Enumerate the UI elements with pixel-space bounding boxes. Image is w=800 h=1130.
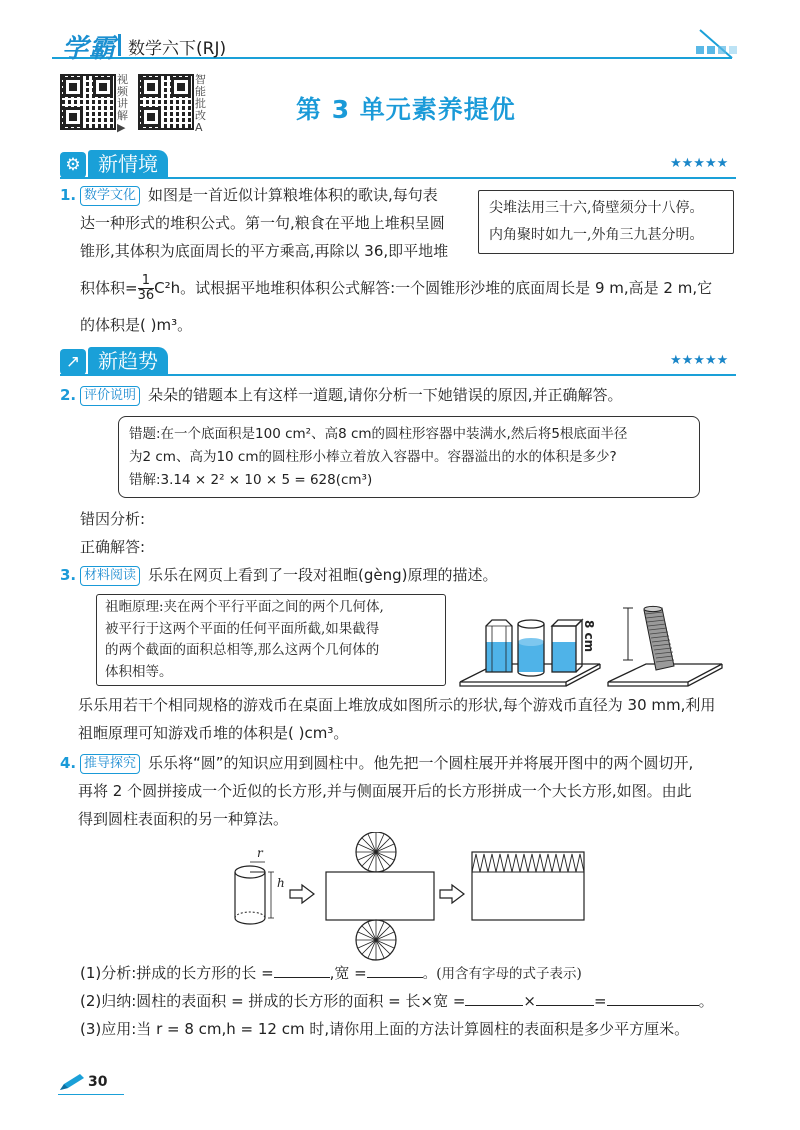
poem-line: 内角聚时如九一,外角三九甚分明。: [489, 227, 704, 243]
formula-suffix: C²h。试根据平地堆积体积公式解答:一个圆锥形沙堆的底面周长是 9 m,高是 2 m,它: [154, 279, 713, 297]
height-label: 8 cm: [582, 620, 596, 653]
page-number: 30: [88, 1074, 108, 1090]
box-line: 为2 cm、高为10 cm的圆柱形小棒立着放入容器中。容器溢出的水的体积是多少?: [129, 449, 617, 465]
answer-blank[interactable]: [536, 991, 594, 1006]
analysis-label: 错因分析:: [80, 510, 146, 528]
gear-icon: ⚙: [60, 152, 86, 178]
question-tag: 数学文化: [80, 186, 140, 206]
answer-blank[interactable]: [465, 991, 523, 1006]
box-line: 错解:3.14 × 2² × 10 × 5 = 628(cm³): [129, 472, 373, 488]
coin-stack: [644, 606, 674, 670]
cylinder-unfold-figure: [228, 832, 598, 962]
wrong-problem-box: [118, 416, 700, 498]
question-answer-line: 的体积是( )m³。: [80, 316, 193, 334]
box-line: 被平行于这两个平面的任何平面所截,如果截得: [105, 620, 380, 637]
play-icon: ▶: [117, 121, 126, 134]
cylinder-drawing: [235, 862, 274, 924]
question-text: 锥形,其体积为底面周长的平方乘高,再除以 36,即平地堆: [80, 242, 449, 260]
book-title: 数学六下(RJ): [128, 39, 227, 59]
a-icon: A: [195, 121, 203, 134]
qr-label-video: 视频讲解 ▶: [117, 73, 128, 134]
question-text: 得到圆柱表面积的另一种算法。: [78, 810, 289, 828]
formula-prefix: 积体积=: [80, 279, 138, 297]
header-square: [729, 46, 737, 54]
cylinder-container: [518, 620, 544, 676]
arrow-trend-icon: ↗: [60, 349, 86, 375]
header-square: [707, 46, 715, 54]
poem-box: [478, 190, 734, 254]
question-tag: 推导探究: [80, 754, 140, 774]
section-title: 新情境: [88, 150, 168, 178]
box-line: 祖暅原理:夹在两个平行平面之间的两个几何体,: [105, 599, 384, 615]
bottom-circle: [356, 920, 396, 960]
answer-blank[interactable]: [607, 991, 699, 1006]
top-circle: [356, 832, 396, 872]
principle-box: [96, 594, 446, 686]
difficulty-stars: ★★★★★: [670, 156, 729, 171]
question-text: 如图是一首近似计算粮堆体积的歌诀,每句表: [148, 186, 438, 204]
unit-title: 第 3 单元素养提优: [296, 95, 516, 124]
correct-label: 正确解答:: [80, 538, 146, 556]
question-tag: 评价说明: [80, 386, 140, 406]
footer-rule: [58, 1094, 124, 1095]
answer-blank[interactable]: [274, 963, 330, 978]
section-title: 新趋势: [88, 347, 168, 375]
question-text: 达一种形式的堆积公式。第一句,粮食在平地上堆积呈圆: [80, 214, 445, 232]
pencil-icon: [58, 1072, 86, 1094]
question-number: 2.: [60, 386, 77, 404]
question-text: 再将 2 个圆拼接成一个近似的长方形,并与侧面展开后的长方形拼成一个大长方形,如图。由此: [78, 782, 692, 800]
header-square: [718, 46, 726, 54]
combined-rectangle: [472, 852, 584, 920]
sub-question-1: (1)分析:拼成的长方形的长 = ,宽 = 。(用含有字母的式子表示): [80, 964, 582, 982]
coin-stack-figure: [606, 604, 724, 690]
brand-logo: 学霸: [62, 34, 117, 64]
qr-code-video[interactable]: [60, 74, 116, 130]
header-square: [696, 46, 704, 54]
section-rule: [60, 374, 736, 376]
section-rule: [60, 177, 736, 179]
question-text: 乐乐将“圆”的知识应用到圆柱中。他先把一个圆柱展开并将展开图中的两个圆切开,: [148, 754, 694, 772]
qr-code-grading[interactable]: [138, 74, 194, 130]
question-number: 1.: [60, 186, 77, 204]
question-number: 4.: [60, 754, 77, 772]
qr-label-grading: 智能批改 A: [195, 73, 206, 134]
box-line: 体积相等。: [105, 663, 173, 680]
question-text: 乐乐用若干个相同规格的游戏币在桌面上堆放成如图所示的形状,每个游戏币直径为 30 mm,利用: [78, 696, 716, 714]
side-rectangle: [326, 872, 434, 920]
answer-blank[interactable]: [367, 963, 423, 978]
question-text: 乐乐在网页上看到了一段对祖暅(gèng)原理的描述。: [148, 566, 498, 584]
box-line: 的两个截面的面积总相等,那么这两个几何体的: [105, 642, 380, 658]
poem-line: 尖堆法用三十六,倚壁须分十八停。: [489, 200, 704, 216]
difficulty-stars: ★★★★★: [670, 353, 729, 368]
sub-question-3: (3)应用:当 r = 8 cm,h = 12 cm 时,请你用上面的方法计算圆柱的表面积是多少平方厘米。: [80, 1020, 690, 1038]
question-answer-line: 祖暅原理可知游戏币堆的体积是( )cm³。: [78, 724, 349, 742]
height-label: h: [277, 876, 285, 890]
question-tag: 材料阅读: [80, 566, 140, 586]
fraction: $\frac{1}{36}$: [137, 273, 155, 303]
box-line: 错题:在一个底面积是100 cm²、高8 cm的圆柱形容器中装满水,然后将5根底面半径: [129, 426, 628, 442]
header-divider: [118, 34, 121, 56]
question-text: [80, 274, 712, 303]
radius-label: r: [257, 846, 263, 860]
sub-question-2: (2)归纳:圆柱的表面积 = 拼成的长方形的面积 = 长×宽 = × = 。: [80, 992, 714, 1010]
hex-prism: [486, 620, 512, 672]
question-number: 3.: [60, 566, 77, 584]
question-text: 朵朵的错题本上有这样一道题,请你分析一下她错误的原因,并正确解答。: [148, 386, 623, 404]
